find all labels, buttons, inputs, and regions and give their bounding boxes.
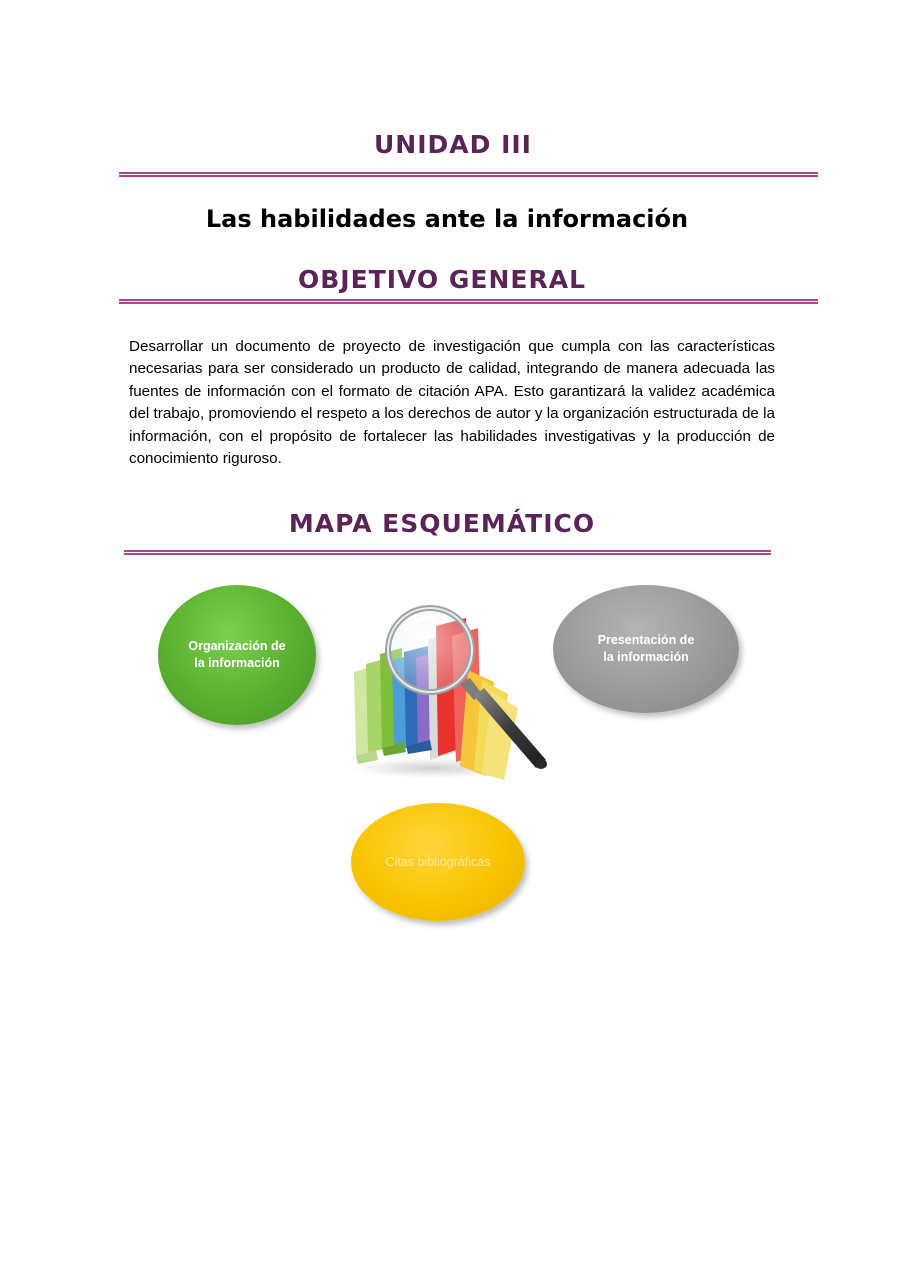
page-subtitle: Las habilidades ante la información [205,205,689,233]
concept-citations-label: Citas bibliográficas [385,854,491,869]
divider-rule [119,299,818,304]
unit-title: UNIDAD III [374,130,532,159]
map-heading: MAPA ESQUEMÁTICO [288,509,596,538]
divider-rule [124,550,771,555]
objective-paragraph: Desarrollar un documento de proyecto de investigación que cumpla con las características necesarias para ser considerado un producto de calidad, integrando de manera adecuada las fuentes de información con el formato de citación APA. Esto garantizará la validez académica del trabajo, promoviendo el respeto a los derechos de autor y la organización estructurada de la información, con el propósito de fortalecer las habilidades investigativas y la producción de conocimiento riguroso. [129,338,775,468]
concept-organization [158,585,316,725]
objective-heading: OBJETIVO GENERAL [297,265,587,294]
concept-presentation-label: Presentación de la información [597,633,695,664]
folders-magnifying-glass-icon [336,600,550,780]
concept-organization-label: Organización de la información [188,639,286,670]
divider-rule [119,172,818,177]
concept-citations [351,803,525,921]
concept-presentation [553,585,739,713]
